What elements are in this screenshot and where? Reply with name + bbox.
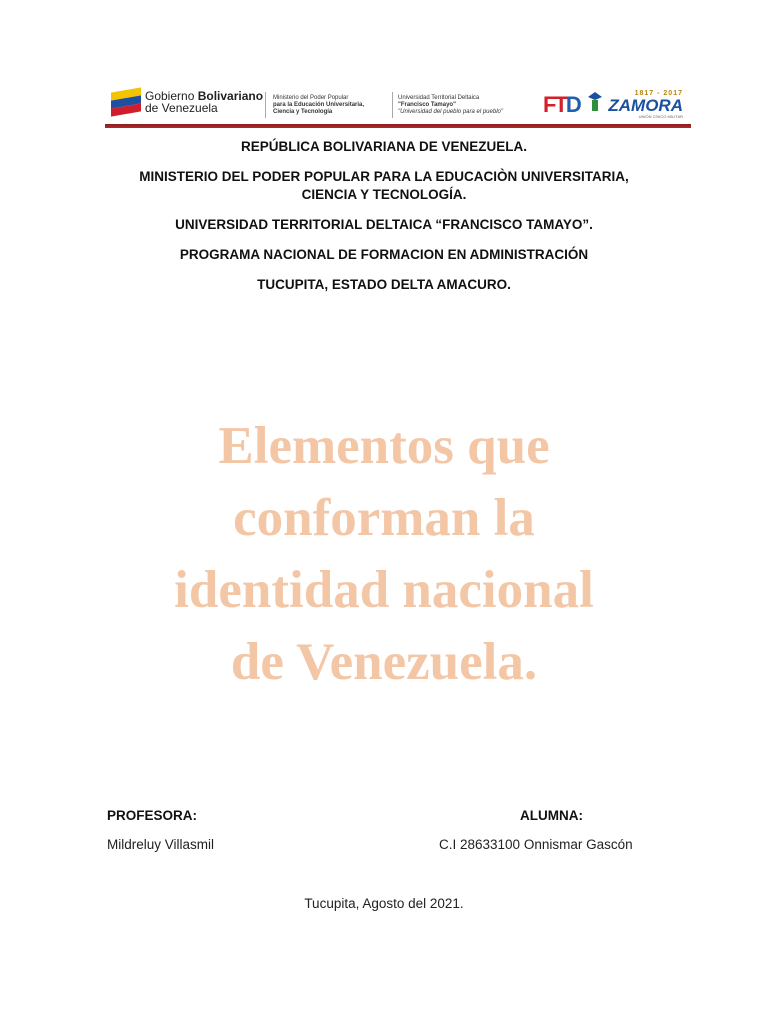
gobierno-line2: de Venezuela (145, 101, 218, 115)
universidad-line: "Universidad del pueblo para el pueblo" (398, 109, 503, 115)
venezuela-flag-icon (111, 87, 141, 116)
zamora-years: 1817 - 2017 (634, 90, 683, 97)
header-ministerio (60, 168, 708, 204)
title-line: de Venezuela. (230, 633, 538, 691)
profesora-name: Mildreluy Villasmil (107, 837, 215, 852)
header-ubicacion: TUCUPITA, ESTADO DELTA AMACURO. (257, 277, 511, 292)
gobierno-bold: Bolivariano (197, 89, 264, 103)
header-ministerio-line2: CIENCIA Y TECNOLOGÍA. (301, 187, 467, 202)
profesora-label: PROFESORA: (107, 808, 198, 823)
alumna-label: ALUMNA: (520, 808, 583, 823)
title-line: Elementos que (218, 417, 550, 475)
institutional-banner (105, 86, 691, 128)
document-title (60, 410, 708, 696)
header-programa: PROGRAMA NACIONAL DE FORMACION EN ADMINISTRACIÓN (179, 247, 589, 262)
gobierno-bolivariano-logo (111, 90, 263, 114)
header-universidad: UNIVERSIDAD TERRITORIAL DELTAICA “FRANCISCO TAMAYO”. (175, 217, 593, 232)
universidad-line: Universidad Territorial Deltaica (398, 95, 480, 101)
place-date: Tucupita, Agosto del 2021. (304, 896, 464, 911)
banner-divider (265, 92, 266, 118)
zamora-sub: UNIÓN CÍVICO MILITAR (638, 114, 683, 119)
header-ministerio-line1: MINISTERIO DEL PODER POPULAR PARA LA EDUCACIÒN UNIVERSITARIA, (139, 169, 629, 184)
zamora-logo (587, 90, 683, 119)
universidad-logo-text (398, 95, 503, 116)
ministerio-logo-text (273, 95, 364, 116)
ministerio-line: Ministerio del Poder Popular (273, 95, 349, 101)
banner-divider (392, 92, 393, 118)
alumna-name: C.I 28633100 Onnismar Gascón (439, 837, 633, 852)
banner-rule (105, 124, 691, 128)
zamora-name: ZAMORA (608, 96, 683, 115)
title-line: conforman la (233, 489, 535, 547)
universidad-line: "Francisco Tamayo" (398, 102, 456, 108)
gobierno-line1: Gobierno (145, 89, 195, 103)
ministerio-line: para la Educación Universitaria, (273, 102, 365, 108)
ftd-logo: FTD (543, 92, 580, 117)
header-republica: REPÚBLICA BOLIVARIANA DE VENEZUELA. (240, 139, 527, 154)
title-line: identidad nacional (174, 561, 594, 619)
ministerio-line: Ciencia y Tecnología (273, 109, 333, 115)
